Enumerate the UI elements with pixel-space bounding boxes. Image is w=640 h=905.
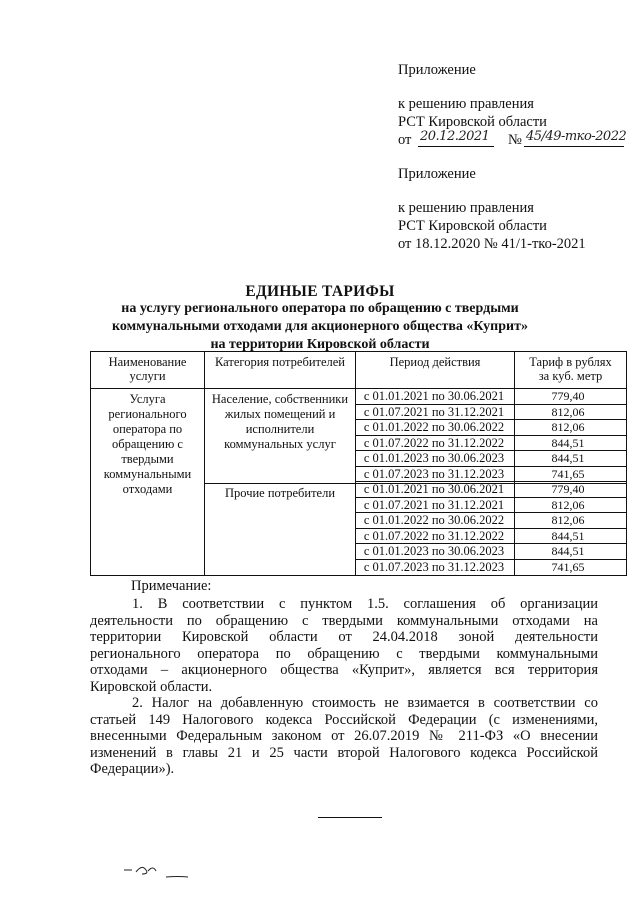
tariff-cell: 812,06 xyxy=(551,513,585,527)
appendix-date-line xyxy=(398,129,628,150)
category-line: Население, собственники xyxy=(211,392,349,406)
notes-title: Примечание: xyxy=(131,578,212,594)
period-cell: с 01.01.2023 по 30.06.2023 xyxy=(363,544,505,558)
number-label: № xyxy=(508,132,522,148)
appendix-line-1: к решению правления xyxy=(398,96,534,112)
appendix-title-1: Приложение xyxy=(398,62,476,78)
appendix2-line-2: РСТ Кировской области xyxy=(398,218,547,234)
note-line: отходами – акционерного общества «Куприт», является вся территория xyxy=(90,662,598,678)
header-period: Период действия xyxy=(389,355,481,369)
tariff-cell: 741,65 xyxy=(551,559,585,574)
service-name-line: отходами xyxy=(122,482,173,496)
tariff-cell: 844,51 xyxy=(551,528,585,543)
note-line: 2. Налог на добавленную стоимость не взимается в соответствии со xyxy=(132,695,598,711)
category-line: жилых помещений и xyxy=(224,407,336,421)
period-cell: с 01.07.2021 по 31.12.2021 xyxy=(363,497,505,512)
header-category: Категория потребителей xyxy=(214,355,345,369)
handwritten-date: 20.12.2021 xyxy=(420,129,490,144)
appendix-title-2: Приложение xyxy=(398,166,476,182)
signature-stroke xyxy=(124,867,156,874)
document-subtitle-1: на услугу регионального оператора по обращению с твердыми xyxy=(121,301,519,316)
category-population xyxy=(205,392,355,452)
period-cell: с 01.01.2023 по 30.06.2023 xyxy=(363,451,505,465)
header-tariff-line: за куб. метр xyxy=(538,369,603,383)
period-cell: с 01.01.2022 по 30.06.2022 xyxy=(363,513,505,527)
note-line: регионального оператора по обращению с твердыми коммунальными xyxy=(90,645,598,662)
tariff-cell: 741,65 xyxy=(551,466,585,481)
document-title: ЕДИНЫЕ ТАРИФЫ xyxy=(245,283,395,300)
note-line: территории Кировской области от 24.04.2018 зоной деятельности xyxy=(90,629,598,645)
service-name-line: коммунальными xyxy=(103,467,192,481)
service-name xyxy=(91,392,204,497)
end-rule xyxy=(318,817,382,818)
period-cell: с 01.07.2021 по 31.12.2021 xyxy=(363,404,505,419)
signature-stroke xyxy=(166,877,188,878)
service-name-line: твердыми xyxy=(121,452,174,466)
tariff-cell: 844,51 xyxy=(551,451,585,465)
period-cell: с 01.07.2022 по 31.12.2022 xyxy=(363,435,505,450)
service-name-line: оператора по xyxy=(112,422,183,436)
note-line: 1. В соответствии с пунктом 1.5. соглашения об организации xyxy=(132,596,598,612)
tariff-cell: 844,51 xyxy=(551,435,585,450)
period-cell: с 01.07.2023 по 31.12.2023 xyxy=(363,466,505,481)
period-cell: с 01.01.2021 по 30.06.2021 xyxy=(363,482,505,496)
header-service-line: Наименование xyxy=(108,355,187,369)
note-line: внесенными Федеральным законом от 26.07.2019 № 211-ФЗ «О внесении xyxy=(90,728,598,744)
period-cell: с 01.01.2021 по 30.06.2021 xyxy=(363,389,505,403)
tariff-rows xyxy=(355,388,626,575)
period-cell: с 01.07.2022 по 31.12.2022 xyxy=(363,528,505,543)
category-other: Прочие потребители xyxy=(224,486,336,500)
document-subtitle-3: на территории Кировской области xyxy=(210,337,430,352)
tariff-cell: 779,40 xyxy=(551,482,585,496)
note-line: деятельности по обращению с твердыми коммунальными отходами на xyxy=(90,612,598,629)
tariff-cell: 779,40 xyxy=(551,389,585,403)
header-tariff-line: Тариф в рублях xyxy=(529,355,612,369)
service-name-line: регионального xyxy=(108,407,187,421)
header-tariff xyxy=(515,355,626,383)
note-line: Кировской области. xyxy=(90,678,213,695)
tariff-cell: 812,06 xyxy=(551,404,585,419)
category-line: исполнители xyxy=(245,422,315,436)
tariff-cell: 844,51 xyxy=(551,544,585,558)
handwritten-number: 45/49-тко-2022 xyxy=(526,129,627,144)
date-underline xyxy=(418,146,494,147)
signature-mark xyxy=(122,862,192,884)
col-divider xyxy=(204,352,205,575)
category-line: коммунальных услуг xyxy=(224,437,336,451)
header-service-line: услуги xyxy=(129,369,166,383)
appendix2-line-3: от 18.12.2020 № 41/1-тко-2021 xyxy=(398,236,586,252)
tariff-table xyxy=(90,351,627,576)
from-label: от xyxy=(398,132,412,148)
number-underline xyxy=(524,146,624,147)
tariff-cell: 812,06 xyxy=(551,420,585,434)
period-cell: с 01.01.2022 по 30.06.2022 xyxy=(363,420,505,434)
document-subtitle-2: коммунальными отходами для акционерного общества «Куприт» xyxy=(112,319,528,334)
service-name-line: Услуга xyxy=(129,392,166,406)
header-service xyxy=(91,355,204,383)
appendix-line-2: РСТ Кировской области xyxy=(398,114,547,130)
note-line: статьей 149 Налогового кодекса Российской Федерации (с изменениями, xyxy=(90,711,598,728)
note-line: Федерации»). xyxy=(90,761,175,777)
period-cell: с 01.07.2023 по 31.12.2023 xyxy=(363,559,505,574)
note-line: изменений в главы 21 и 25 части второй Налогового кодекса Российской xyxy=(90,744,598,761)
tariff-cell: 812,06 xyxy=(551,497,585,512)
appendix2-line-1: к решению правления xyxy=(398,200,534,216)
service-name-line: обращению с xyxy=(112,437,183,451)
